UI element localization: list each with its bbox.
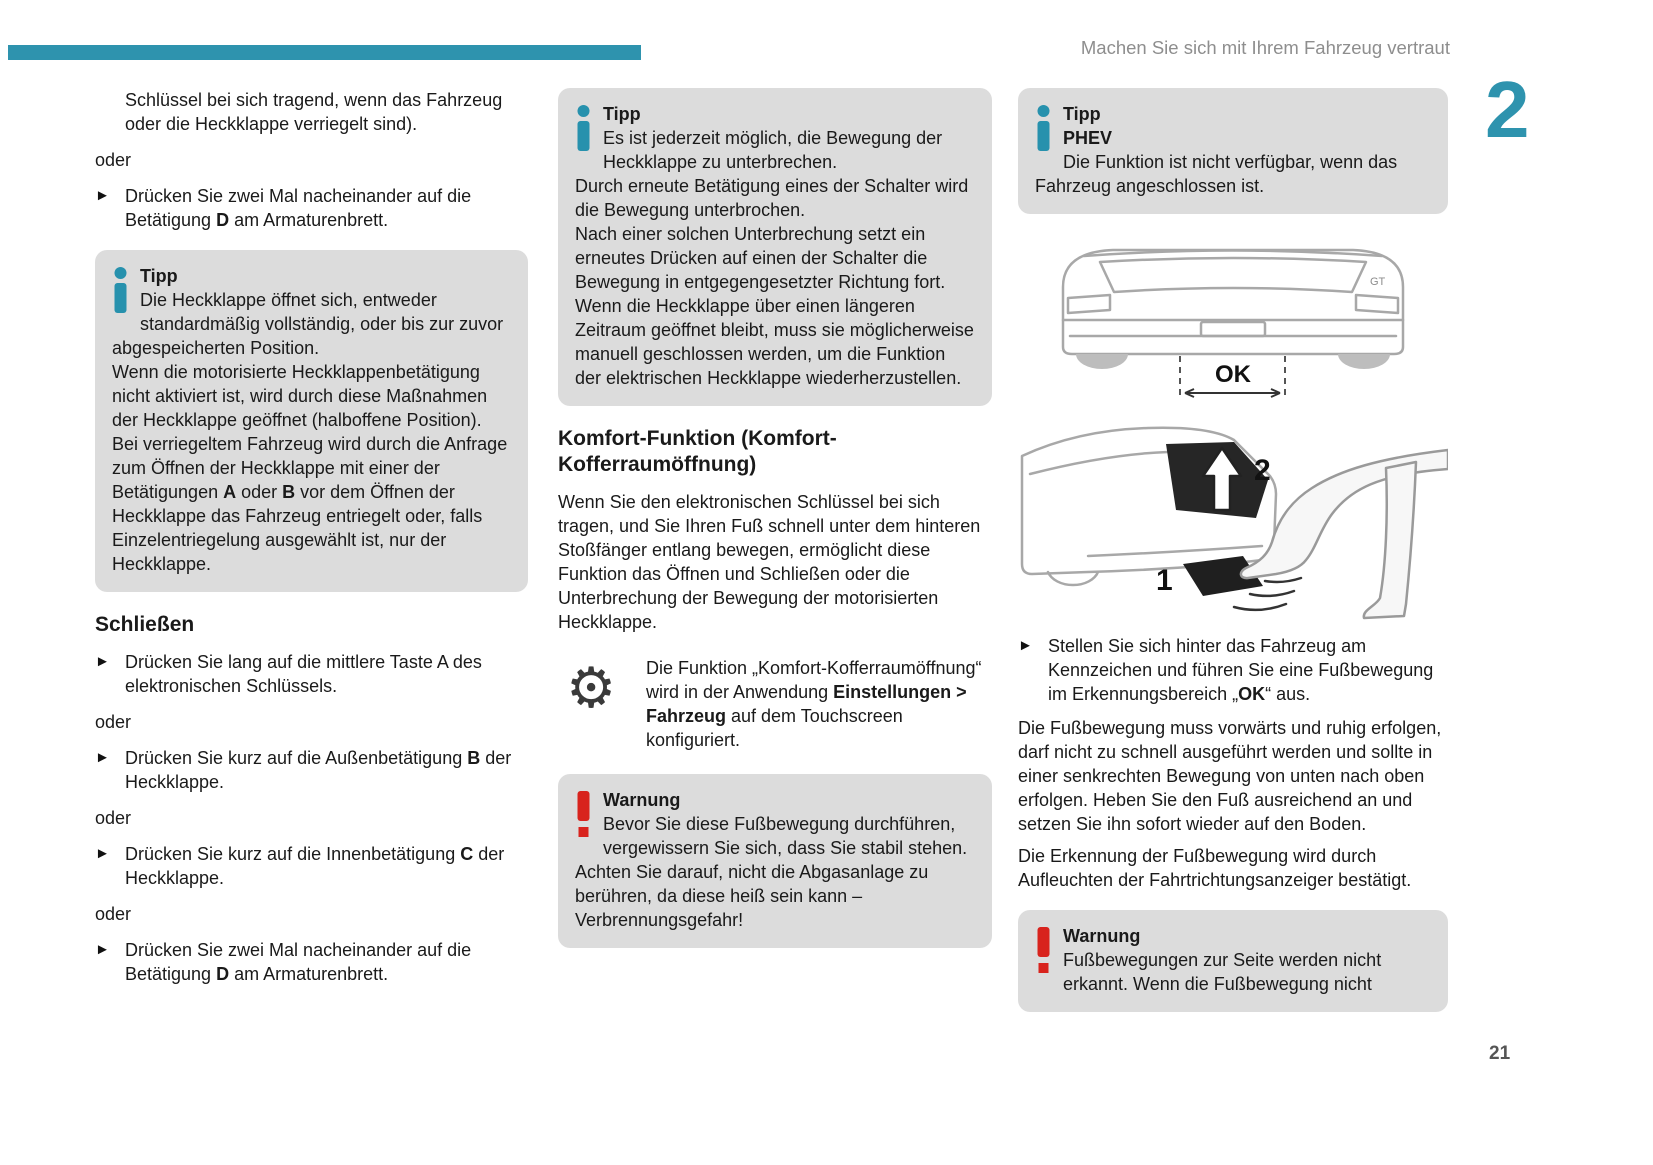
text: am Armaturenbrett.: [229, 964, 389, 984]
bullet-arrow-icon: ►: [1018, 637, 1033, 654]
bullet-item: [95, 746, 528, 794]
warning-paragraph: Bevor Sie diese Fußbewegung durchführen, vergewissern Sie sich, dass Sie stabil stehen.: [603, 814, 968, 858]
tip-paragraph: Die Heckklappe öffnet sich, entweder standardmäßig vollständig, oder bis zur zuvor abgespeicherten Position.: [112, 290, 504, 358]
continued-paragraph: Schlüssel bei sich tragend, wenn das Fahrzeug oder die Heckklappe verriegelt sind).: [125, 90, 503, 134]
bullet-arrow-icon: ►: [95, 941, 110, 958]
text: Drücken Sie zwei Mal nacheinander auf die Betätigung: [125, 940, 472, 984]
bullet-text: [1048, 634, 1448, 706]
oder-label: oder: [95, 904, 132, 924]
warning-paragraph: Achten Sie darauf, nicht die Abgasanlage zu berühren, da diese heiß sein kann – Verbrennungsgefahr!: [575, 862, 929, 930]
ok-label: OK: [1215, 361, 1251, 388]
bullet-text: Drücken Sie lang auf die mittlere Taste A des elektronischen Schlüssels.: [125, 652, 482, 696]
bullet-item: [95, 650, 528, 698]
bold-ref: B: [467, 748, 481, 768]
figure-label-1: 1: [1156, 564, 1173, 597]
tip-paragraph: Wenn die Heckklappe über einen längeren Zeitraum geöffnet bleibt, muss sie möglicherweise manuell geschlossen werden, um die Funktion der elektrischen Heckklappe wiederherzustellen.: [575, 296, 974, 388]
bold-ref: D: [216, 210, 230, 230]
bullet-text: [125, 842, 528, 890]
page-number: 21: [1489, 1043, 1511, 1064]
tip-title: Tipp: [1063, 104, 1101, 124]
text: vor dem Öffnen der Heckklappe das Fahrzeug entriegelt oder, falls Einzelentriegelung ausgewählt ist, nur der Heckklappe.: [112, 482, 483, 574]
tip-paragraph: Wenn die motorisierte Heckklappenbetätigung nicht aktiviert ist, wird durch diese Maßnahmen der Heckklappe geöffnet (halboffene Position).: [112, 362, 488, 430]
wheel-left: [1076, 354, 1128, 369]
text: Die Funktion „Komfort-Kofferraumöffnung“ wird in der Anwendung: [646, 658, 982, 702]
bullet-item: [95, 938, 528, 986]
text: Stellen Sie sich hinter das Fahrzeug am Kennzeichen und führen Sie eine Fußbewegung im Erkennungsbereich „: [1048, 636, 1434, 704]
tip-title: Tipp: [603, 104, 641, 124]
tip-title: Tipp: [140, 266, 178, 286]
bullet-text: [125, 938, 528, 986]
oder-label: oder: [95, 808, 132, 828]
tip-paragraph: Es ist jederzeit möglich, die Bewegung der Heckklappe zu unterbrechen.: [603, 128, 943, 172]
tip-paragraph: Die Funktion ist nicht verfügbar, wenn das Fahrzeug angeschlossen ist.: [1035, 152, 1398, 196]
tip-box: [1018, 88, 1448, 214]
gear-icon: ⚙: [566, 656, 617, 719]
badge-text: GT: [1370, 276, 1386, 288]
body-paragraph: Die Erkennung der Fußbewegung wird durch Aufleuchten der Fahrtrichtungsanzeiger bestätigt.: [1018, 846, 1412, 890]
tip-box: [95, 250, 528, 592]
warning-paragraph: Fußbewegungen zur Seite werden nicht erkannt. Wenn die Fußbewegung nicht: [1063, 950, 1382, 994]
settings-note-text: [646, 656, 992, 752]
body-paragraph: Wenn Sie den elektronischen Schlüssel bei sich tragen, und Sie Ihren Fuß schnell unter dem hinteren Stoßfänger entlang bewegen, ermöglicht diese Funktion das Öffnen und Schließen oder die Unterbrechung der Bewegung der motorisierten Heckklappe.: [558, 492, 981, 632]
section-heading-schliessen: Schließen: [95, 613, 195, 636]
bullet-arrow-icon: ►: [95, 845, 110, 862]
warning-icon: [577, 791, 590, 837]
bullet-arrow-icon: ►: [95, 749, 110, 766]
bold-ref: A: [223, 482, 237, 502]
info-icon: [577, 105, 590, 151]
text: der Heckklappe.: [125, 844, 505, 888]
bullet-text: [125, 184, 528, 232]
warning-title: Warnung: [603, 790, 681, 810]
warning-box: [558, 774, 992, 948]
chapter-number: 2: [1485, 65, 1530, 154]
figure-label-2: 2: [1254, 454, 1271, 487]
bullet-item: [1018, 634, 1448, 706]
text: am Armaturenbrett.: [229, 210, 389, 230]
oder-label: oder: [95, 150, 132, 170]
figure-kick-motion: [1018, 414, 1448, 624]
text: Drücken Sie kurz auf die Außenbetätigung: [125, 748, 468, 768]
warning-box: [1018, 910, 1448, 1012]
bullet-arrow-icon: ►: [95, 653, 110, 670]
tip-paragraph: Nach einer solchen Unterbrechung setzt ein erneutes Drücken auf einen der Schalter die Bewegung in entgegengesetzter Richtung fort.: [575, 224, 946, 292]
warning-title: Warnung: [1063, 926, 1141, 946]
bold-ref: C: [460, 844, 474, 864]
info-icon: [1037, 105, 1050, 151]
tip-paragraph: [112, 432, 511, 576]
text: auf dem Touchscreen konfiguriert.: [646, 706, 903, 750]
running-header: Machen Sie sich mit Ihrem Fahrzeug vertraut: [1080, 37, 1450, 58]
tip-box: [558, 88, 992, 406]
accent-bar: [8, 45, 641, 60]
settings-note: [558, 656, 992, 752]
bold-ref: OK: [1238, 684, 1266, 704]
text: der Heckklappe.: [125, 748, 512, 792]
leg-silhouette: [1241, 450, 1448, 618]
section-heading-komfort: Komfort-Funktion (Komfort-Kofferraumöffnung): [558, 427, 837, 476]
tip-subtitle-phev: PHEV: [1063, 128, 1113, 148]
column-left: [95, 88, 528, 996]
bullet-text: [125, 746, 528, 794]
text: Bei verriegeltem Fahrzeug wird durch die Anfrage zum Öffnen der Heckklappe mit einer der Betätigungen: [112, 434, 508, 502]
warning-icon: [1037, 927, 1050, 973]
wheel-right: [1338, 354, 1390, 369]
info-icon: [114, 267, 127, 313]
text: Drücken Sie kurz auf die Innenbetätigung: [125, 844, 461, 864]
body-paragraph: Die Fußbewegung muss vorwärts und ruhig erfolgen, darf nicht zu schnell ausgeführt werden und sollte in einer senkrechten Bewegung von unten nach oben erfolgen. Heben Sie den Fuß ausreichend an und setzen Sie ihn sofort wieder auf den Boden.: [1018, 718, 1442, 834]
text: “ aus.: [1265, 684, 1311, 704]
tip-paragraph: Durch erneute Betätigung eines der Schalter wird die Bewegung unterbrochen.: [575, 176, 969, 220]
bold-menu-path: Einstellungen > Fahrzeug: [646, 682, 967, 726]
figure-rear-detection-zone: [1018, 232, 1448, 410]
bullet-item: [95, 184, 528, 232]
oder-label: oder: [95, 712, 132, 732]
bold-ref: B: [282, 482, 296, 502]
bullet-arrow-icon: ►: [95, 187, 110, 204]
text: oder: [236, 482, 283, 502]
text: Drücken Sie zwei Mal nacheinander auf die Betätigung: [125, 186, 472, 230]
bold-ref: D: [216, 964, 230, 984]
dimension-arrow: [1185, 389, 1280, 397]
column-middle: [558, 88, 992, 966]
bullet-item: [95, 842, 528, 890]
column-right: [1018, 88, 1448, 1030]
